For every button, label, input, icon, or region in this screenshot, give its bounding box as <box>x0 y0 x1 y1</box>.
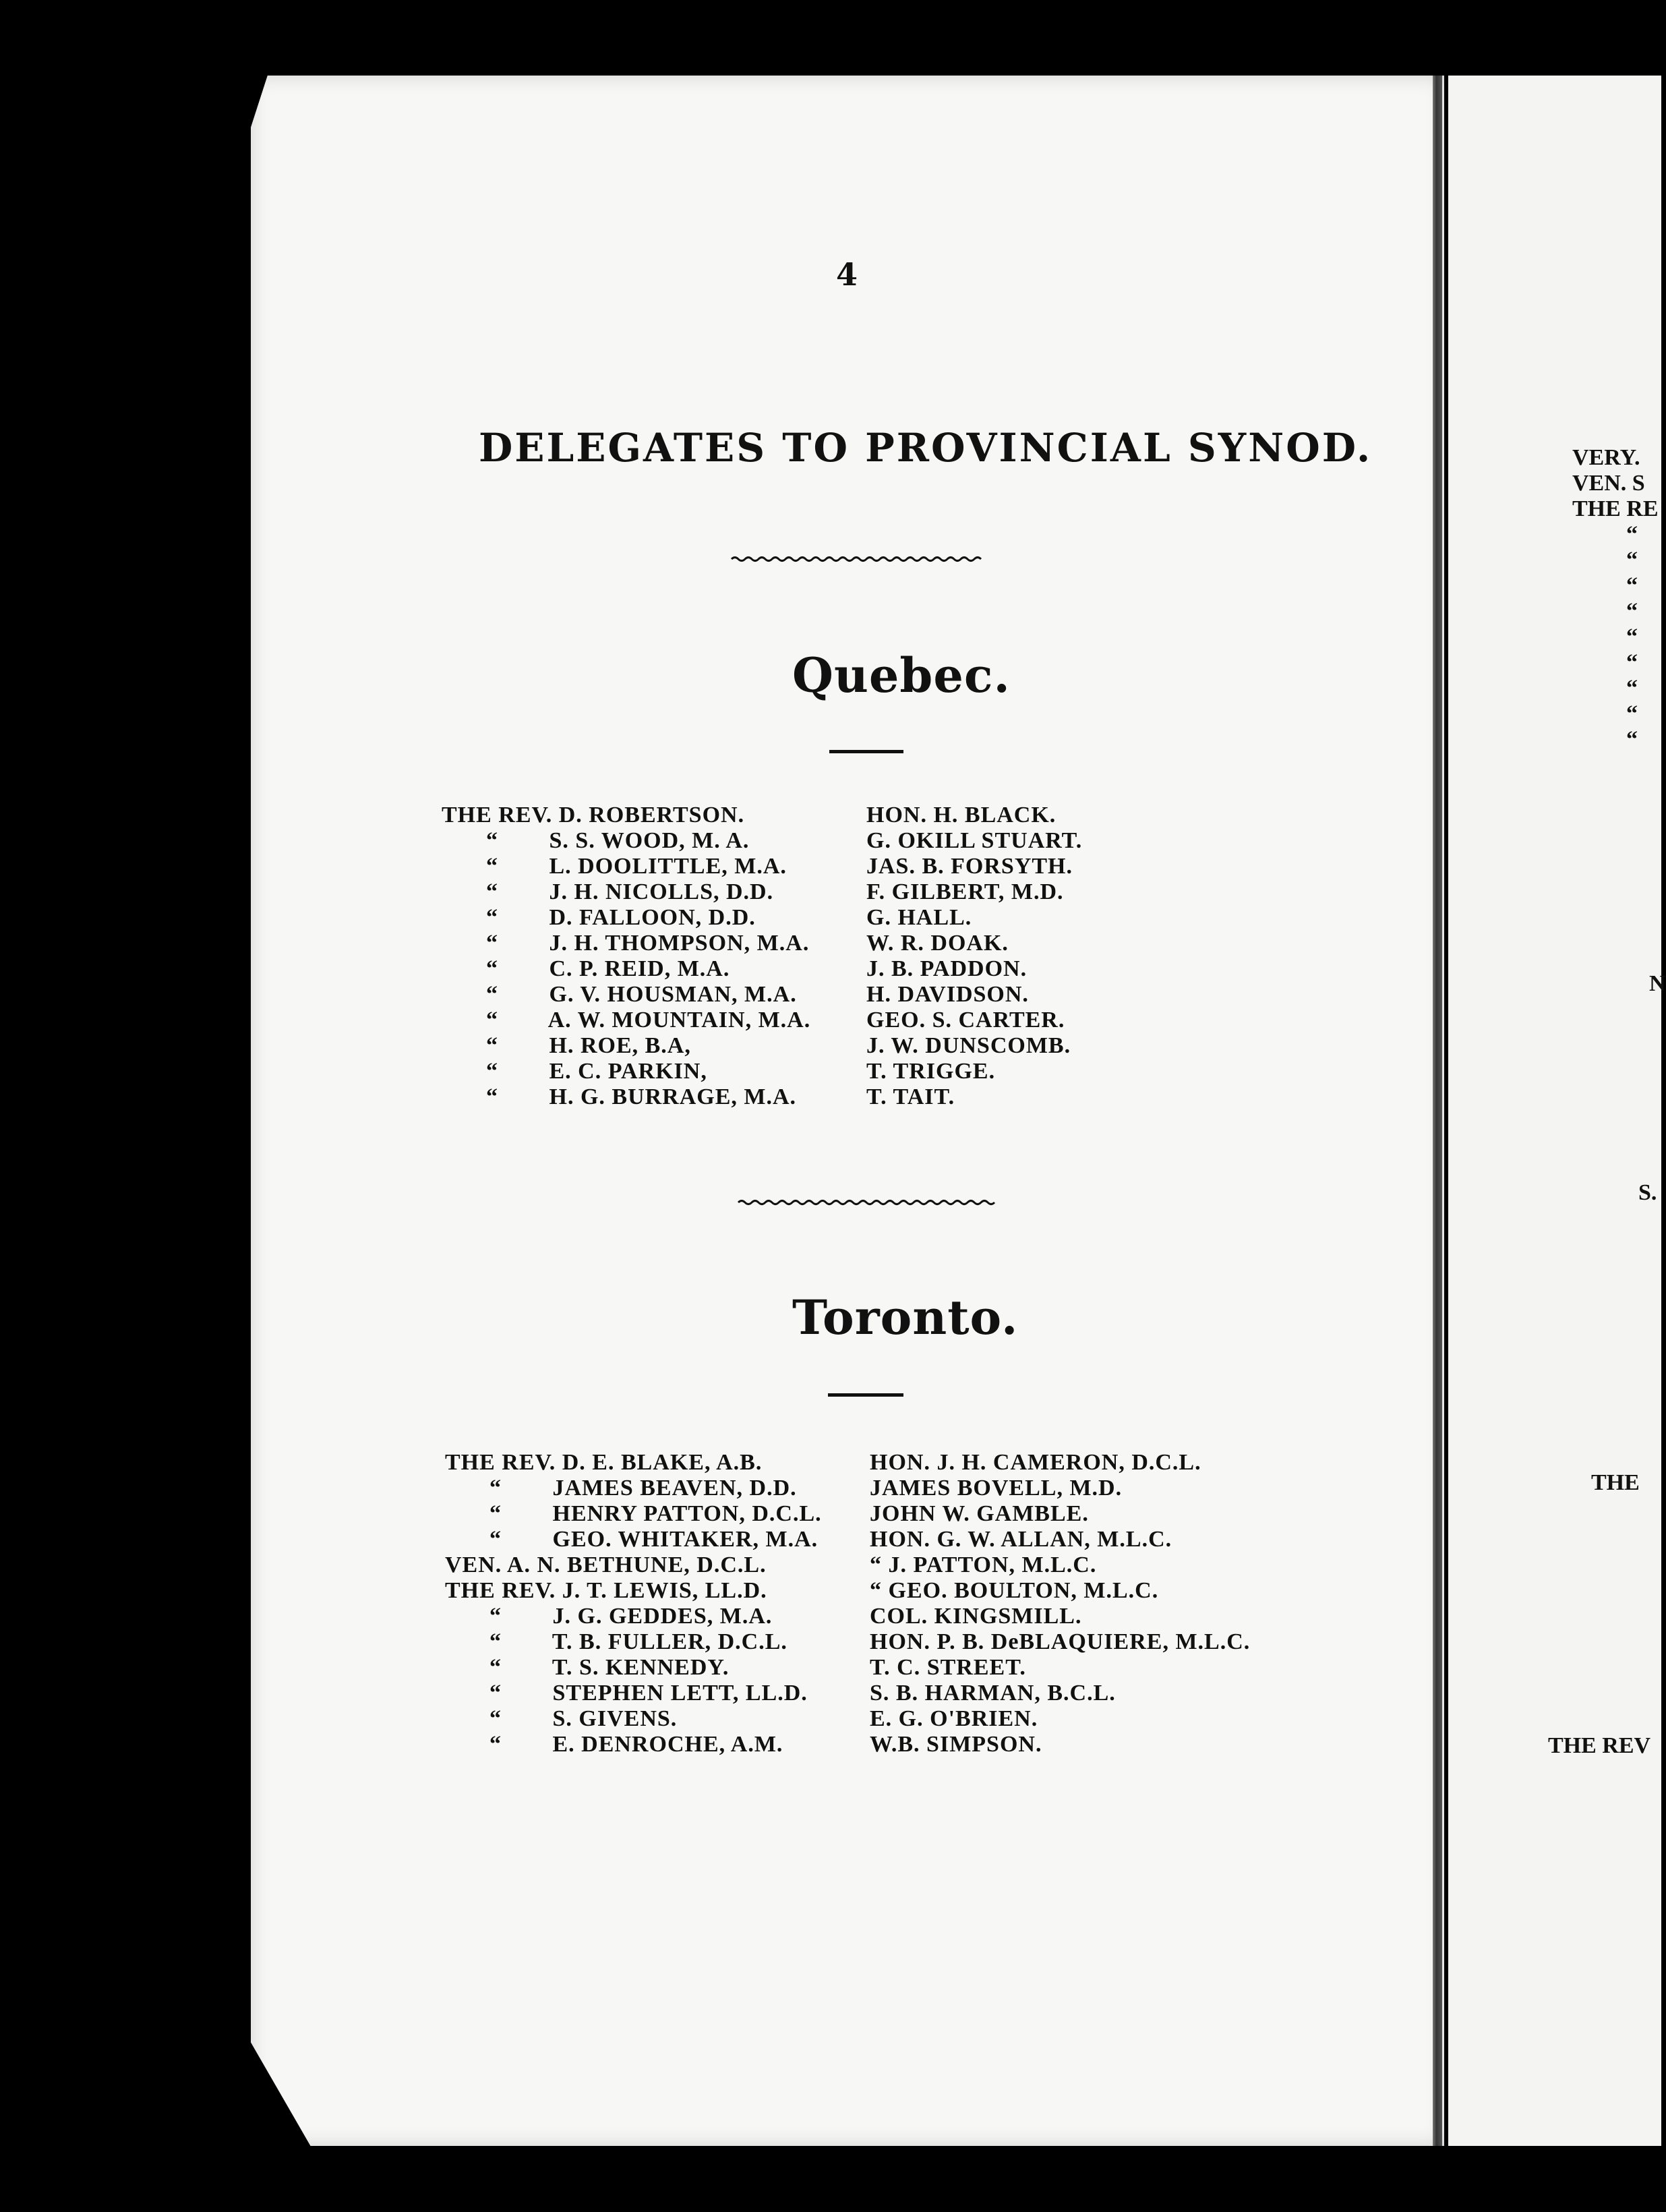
delegate-prefix: “ <box>489 1501 502 1526</box>
delegate-entry <box>445 1732 822 1757</box>
delegate-prefix: “ <box>489 1732 502 1757</box>
facing-page-fragment: THE REV <box>1548 1733 1651 1758</box>
delegate-name: D. FALLOON, D.D. <box>543 905 756 930</box>
delegate-entry: W. R. DOAK. <box>866 931 1009 956</box>
delegate-entry: HON. P. B. DeBLAQUIERE, M.L.C. <box>870 1629 1251 1654</box>
facing-page-fragment: THE <box>1591 1470 1640 1495</box>
delegate-prefix: “ <box>489 1706 502 1731</box>
delegate-prefix: “ <box>489 1681 502 1706</box>
wavy-divider <box>738 1198 994 1207</box>
delegate-name: J. T. LEWIS, LL.D. <box>556 1578 767 1603</box>
delegate-prefix: THE REV. <box>442 803 553 827</box>
delegate-entry: T. TRIGGE. <box>866 1059 996 1084</box>
delegate-entry <box>442 1084 810 1110</box>
facing-page-fragment: VERY. <box>1572 445 1640 470</box>
delegate-prefix: “ <box>486 1033 498 1058</box>
delegate-entry <box>442 1059 810 1084</box>
delegate-entry <box>442 828 810 854</box>
delegate-name: JAMES BEAVEN, D.D. <box>546 1476 797 1501</box>
delegate-entry: HON. H. BLACK. <box>866 803 1057 827</box>
quebec-clergy-column <box>442 803 810 1110</box>
delegate-entry: F. GILBERT, M.D. <box>866 879 1064 904</box>
delegate-name: S. GIVENS. <box>546 1706 678 1731</box>
toronto-laity-column <box>870 1450 1250 1757</box>
facing-page-fragment: “ <box>1626 522 1638 547</box>
delegate-entry: J. W. DUNSCOMB. <box>866 1033 1071 1058</box>
section-rule <box>829 750 903 753</box>
delegate-entry: G. HALL. <box>866 905 972 930</box>
delegate-prefix: “ <box>489 1527 502 1552</box>
facing-page-fragment: “ <box>1626 650 1638 675</box>
delegate-entry: JOHN W. GAMBLE. <box>870 1501 1089 1526</box>
delegate-name: HENRY PATTON, D.C.L. <box>546 1501 822 1526</box>
delegate-entry <box>445 1450 822 1476</box>
delegate-entry: T. C. STREET. <box>870 1655 1026 1680</box>
delegate-entry <box>442 1008 810 1033</box>
delegate-entry: “ J. PATTON, M.L.C. <box>870 1552 1097 1577</box>
delegate-entry: G. OKILL STUART. <box>866 828 1083 853</box>
facing-page-fragment: “ <box>1626 676 1638 701</box>
delegate-entry: W.B. SIMPSON. <box>870 1732 1042 1757</box>
delegate-entry: HON. J. H. CAMERON, D.C.L. <box>870 1450 1201 1475</box>
delegate-name: T. S. KENNEDY. <box>546 1655 730 1680</box>
delegate-name: S. S. WOOD, M. A. <box>543 828 750 853</box>
delegate-name: A. W. MOUNTAIN, M.A. <box>543 1008 811 1032</box>
facing-page-fragment: “ <box>1626 573 1638 598</box>
delegate-prefix: VEN. <box>445 1552 502 1577</box>
delegate-name: J. H. THOMPSON, M.A. <box>543 931 810 956</box>
delegate-prefix: “ <box>489 1476 502 1501</box>
delegate-entry: JAMES BOVELL, M.D. <box>870 1476 1123 1501</box>
facing-page-fragment: THE RE <box>1572 496 1659 521</box>
facing-page-fragment: “ <box>1626 727 1638 752</box>
delegate-prefix: “ <box>486 828 498 853</box>
page-title: DELEGATES TO PROVINCIAL SYNOD. <box>479 425 1373 471</box>
delegate-entry <box>445 1578 822 1604</box>
delegate-prefix: THE REV. <box>445 1578 556 1603</box>
delegate-entry <box>442 854 810 879</box>
delegate-prefix: “ <box>486 905 498 930</box>
delegate-entry: COL. KINGSMILL. <box>870 1604 1082 1629</box>
section-heading-toronto: Toronto. <box>792 1289 1019 1345</box>
delegate-entry <box>445 1501 822 1527</box>
wavy-divider <box>732 554 981 564</box>
delegate-entry: E. G. O'BRIEN. <box>870 1706 1038 1731</box>
facing-page-fragment: “ <box>1626 548 1638 573</box>
delegate-entry: HON. G. W. ALLAN, M.L.C. <box>870 1527 1172 1552</box>
delegate-entry: T. TAIT. <box>866 1084 955 1109</box>
delegate-prefix: “ <box>486 956 498 981</box>
delegate-entry: J. B. PADDON. <box>866 956 1028 981</box>
toronto-clergy-column <box>445 1450 822 1757</box>
delegate-name: C. P. REID, M.A. <box>543 956 730 981</box>
delegate-name: A. N. BETHUNE, D.C.L. <box>502 1552 767 1577</box>
delegate-name: GEO. WHITAKER, M.A. <box>546 1527 819 1552</box>
delegate-entry <box>445 1527 822 1552</box>
delegate-entry <box>442 879 810 905</box>
delegate-entry <box>445 1552 822 1578</box>
delegate-prefix: “ <box>486 1084 498 1109</box>
delegate-name: D. E. BLAKE, A.B. <box>556 1450 763 1475</box>
delegate-name: J. G. GEDDES, M.A. <box>546 1604 773 1629</box>
delegate-prefix: “ <box>486 982 498 1007</box>
book-gutter <box>1433 76 1442 2146</box>
delegate-entry <box>442 931 810 956</box>
delegate-entry <box>445 1604 822 1629</box>
delegate-prefix: “ <box>486 879 498 904</box>
document-page <box>251 76 1444 2146</box>
facing-page <box>1448 76 1661 2146</box>
delegate-name: D. ROBERTSON. <box>552 803 745 827</box>
delegate-prefix: “ <box>486 1059 498 1084</box>
delegate-entry <box>442 1033 810 1059</box>
delegate-name: E. C. PARKIN, <box>543 1059 707 1084</box>
delegate-entry <box>442 956 810 982</box>
delegate-prefix: “ <box>489 1655 502 1680</box>
delegate-entry <box>442 803 810 828</box>
facing-page-fragment: N <box>1649 971 1666 996</box>
delegate-name: H. ROE, B.A, <box>543 1033 691 1058</box>
quebec-laity-column <box>866 803 1082 1110</box>
delegate-prefix: “ <box>486 854 498 879</box>
section-heading-quebec: Quebec. <box>792 647 1011 703</box>
facing-page-fragment: “ <box>1626 701 1638 726</box>
delegate-name: H. G. BURRAGE, M.A. <box>543 1084 797 1109</box>
facing-page-fragment: “ <box>1626 624 1638 649</box>
delegate-prefix: “ <box>489 1629 502 1654</box>
delegate-entry <box>445 1681 822 1706</box>
page-number: 4 <box>836 256 858 293</box>
facing-page-fragment: “ <box>1626 599 1638 624</box>
delegate-entry <box>445 1706 822 1732</box>
delegate-entry <box>445 1655 822 1681</box>
delegate-name: T. B. FULLER, D.C.L. <box>546 1629 787 1654</box>
delegate-prefix: THE REV. <box>445 1450 556 1475</box>
facing-page-fragment: VEN. S <box>1572 471 1645 496</box>
delegate-prefix: “ <box>486 931 498 956</box>
delegate-name: L. DOOLITTLE, M.A. <box>543 854 787 879</box>
delegate-entry <box>442 905 810 931</box>
section-rule <box>828 1393 903 1397</box>
delegate-name: E. DENROCHE, A.M. <box>546 1732 783 1757</box>
delegate-entry: S. B. HARMAN, B.C.L. <box>870 1681 1116 1706</box>
delegate-name: STEPHEN LETT, LL.D. <box>546 1681 808 1706</box>
delegate-entry: JAS. B. FORSYTH. <box>866 854 1073 879</box>
delegate-prefix: “ <box>486 1008 498 1032</box>
delegate-entry: “ GEO. BOULTON, M.L.C. <box>870 1578 1159 1603</box>
delegate-entry <box>442 982 810 1008</box>
delegate-name: J. H. NICOLLS, D.D. <box>543 879 774 904</box>
delegate-entry <box>445 1629 822 1655</box>
delegate-entry <box>445 1476 822 1501</box>
delegate-entry: GEO. S. CARTER. <box>866 1008 1065 1032</box>
delegate-prefix: “ <box>489 1604 502 1629</box>
facing-page-fragment: S. <box>1638 1180 1657 1205</box>
delegate-name: G. V. HOUSMAN, M.A. <box>543 982 797 1007</box>
delegate-entry: H. DAVIDSON. <box>866 982 1029 1007</box>
